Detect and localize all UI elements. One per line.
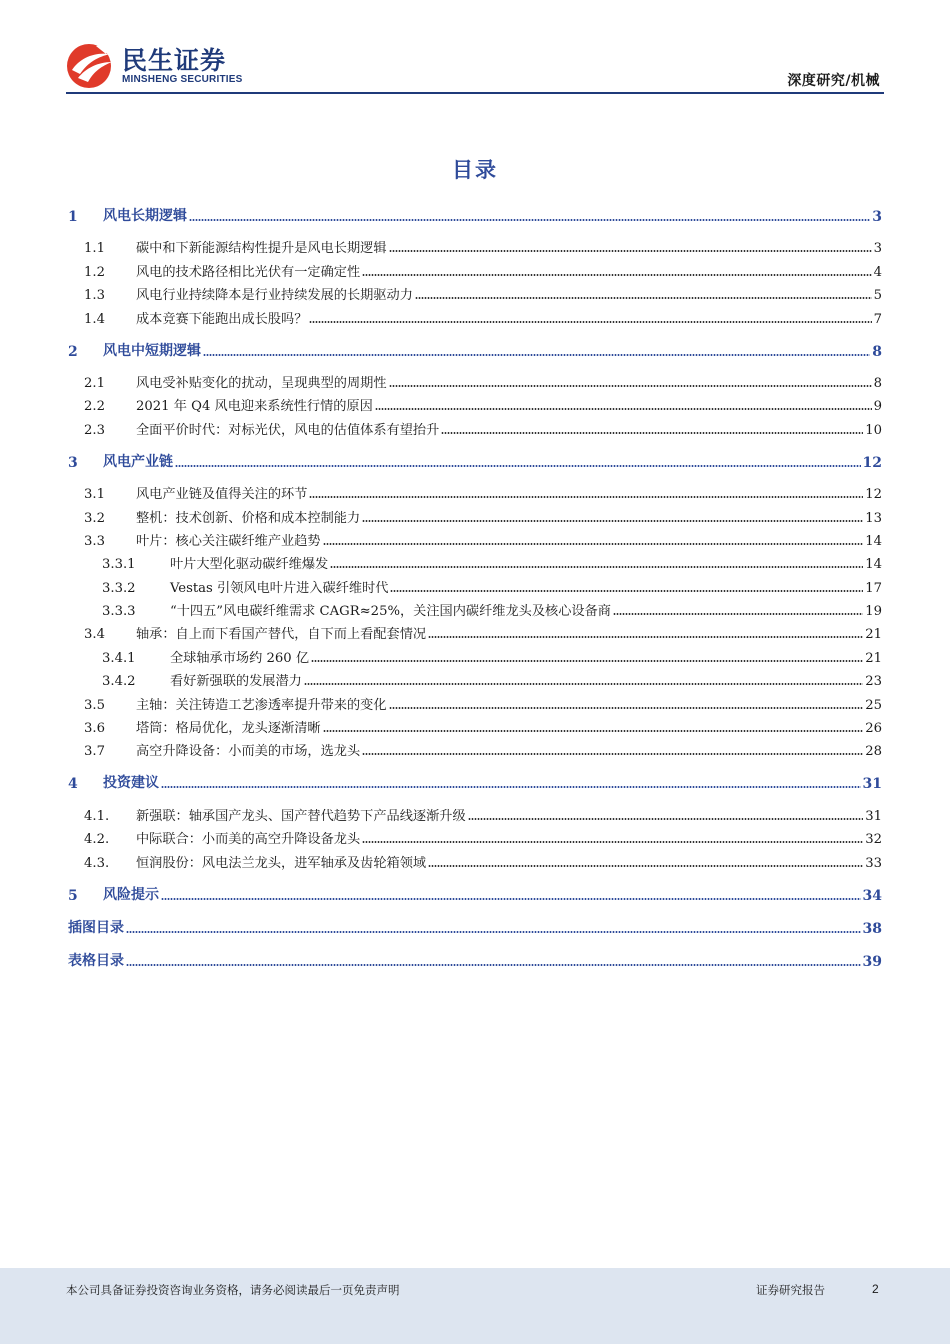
toc-entry[interactable] — [68, 203, 882, 225]
toc-entry[interactable] — [68, 847, 882, 870]
toc-entry-number: 4 — [68, 776, 78, 793]
toc-entry-number: 2.3 — [84, 422, 105, 438]
toc-title: 目录 — [452, 158, 498, 182]
toc-entry[interactable] — [68, 619, 882, 642]
toc-leader-dots — [126, 931, 861, 933]
toc-entry-page[interactable]: 17 — [865, 580, 882, 596]
toc-entry[interactable] — [68, 479, 882, 502]
toc-entry-title[interactable]: 表格目录 — [68, 952, 124, 969]
toc-entry-number: 3.3.3 — [102, 604, 136, 620]
toc-leader-dots — [428, 636, 863, 638]
toc-entry[interactable] — [68, 770, 882, 792]
page-header — [0, 0, 950, 100]
toc-leader-dots — [323, 730, 864, 732]
toc-entry-number: 2.2 — [84, 399, 105, 415]
toc-entry-number: 3.3.2 — [102, 580, 136, 596]
toc-entry-title[interactable]: 风电产业链 — [103, 453, 173, 470]
toc-leader-dots — [362, 274, 871, 276]
toc-entry-title[interactable]: 插图目录 — [68, 919, 124, 936]
logo-chinese-name: 民生证券 — [122, 46, 227, 75]
toc-entry[interactable] — [68, 391, 882, 414]
toc-entry-title[interactable]: Vestas 引领风电叶片进入碳纤维时代 — [170, 580, 389, 596]
toc-entry[interactable] — [68, 713, 882, 736]
toc-entry-title[interactable]: 风险提示 — [103, 886, 159, 903]
toc-leader-dots — [161, 786, 861, 788]
toc-entry[interactable] — [68, 572, 882, 595]
toc-leader-dots — [309, 496, 863, 498]
toc-entry-number: 3 — [68, 454, 78, 471]
table-of-contents — [68, 203, 882, 970]
toc-entry-page[interactable]: 21 — [865, 650, 882, 666]
toc-entry-page[interactable]: 9 — [873, 399, 882, 415]
logo-english-name: MINSHENG SECURITIES — [122, 74, 243, 85]
toc-leader-dots — [126, 964, 861, 966]
toc-leader-dots — [415, 297, 872, 299]
toc-entry-title[interactable]: 2021 年 Q4 风电迎来系统性行情的原因 — [136, 399, 373, 415]
toc-entry[interactable] — [68, 414, 882, 437]
toc-entry-page[interactable]: 12 — [865, 487, 882, 503]
toc-entry[interactable] — [68, 800, 882, 823]
toc-entry-number: 1.4 — [84, 311, 105, 327]
toc-entry-title[interactable]: 风电中短期逻辑 — [103, 342, 201, 359]
toc-entry-page[interactable]: 13 — [865, 510, 882, 526]
toc-entry-number: 3.4 — [84, 627, 105, 643]
toc-entry-number: 4.3. — [84, 855, 110, 871]
toc-entry-title[interactable]: 看好新强联的发展潜力 — [170, 674, 302, 690]
footer-disclaimer: 本公司具备证券投资咨询业务资格，请务必阅读最后一页免责声明 — [66, 1283, 400, 1297]
toc-entry-page[interactable]: 8 — [872, 343, 882, 360]
toc-entry-title[interactable]: 风电的技术路径相比光伏有一定确定性 — [136, 264, 361, 280]
page-number: 2 — [872, 1282, 879, 1296]
toc-entry[interactable] — [68, 280, 882, 303]
toc-leader-dots — [161, 898, 861, 900]
toc-entry[interactable] — [68, 338, 882, 360]
toc-leader-dots — [311, 660, 863, 662]
toc-entry[interactable] — [68, 303, 882, 326]
toc-entry[interactable] — [68, 368, 882, 391]
toc-entry-page[interactable]: 7 — [873, 311, 882, 327]
minsheng-logo-mark-icon — [66, 40, 116, 90]
toc-leader-dots — [389, 385, 872, 387]
toc-leader-dots — [613, 613, 863, 615]
toc-entry[interactable] — [68, 502, 882, 525]
toc-entry-number: 2.1 — [84, 375, 105, 391]
toc-entry-title[interactable]: 全球轴承市场约 260 亿 — [170, 650, 310, 666]
toc-leader-dots — [362, 520, 863, 522]
toc-entry-page[interactable]: 33 — [865, 855, 882, 871]
toc-leader-dots — [362, 841, 863, 843]
footer-doc-type: 证券研究报告 — [756, 1283, 825, 1297]
toc-entry-title[interactable]: 投资建议 — [103, 775, 159, 792]
toc-entry[interactable] — [68, 256, 882, 279]
toc-entry-page[interactable]: 39 — [862, 953, 882, 970]
toc-entry-title[interactable]: 主轴：关注铸造工艺渗透率提升带来的变化 — [136, 697, 387, 713]
toc-entry-title[interactable]: 碳中和下新能源结构性提升是风电长期逻辑 — [136, 241, 387, 257]
toc-leader-dots — [390, 590, 863, 592]
toc-entry-page[interactable]: 19 — [865, 604, 882, 620]
toc-entry[interactable] — [68, 549, 882, 572]
toc-entry-number: 3.3 — [84, 533, 105, 549]
toc-entry-title[interactable]: 整机：技术创新、价格和成本控制能力 — [136, 510, 361, 526]
toc-leader-dots — [428, 865, 863, 867]
toc-entry[interactable] — [68, 882, 882, 904]
toc-entry-page[interactable]: 31 — [862, 776, 882, 793]
toc-entry-number: 3.3.1 — [102, 557, 136, 573]
toc-entry-page[interactable]: 21 — [865, 627, 882, 643]
toc-leader-dots — [330, 566, 863, 568]
toc-entry-number: 3.4.2 — [102, 674, 136, 690]
toc-leader-dots — [362, 753, 863, 755]
toc-entry-title[interactable]: 中际联合：小而美的高空升降设备龙头 — [136, 832, 361, 848]
toc-entry-page[interactable]: 3 — [873, 241, 882, 257]
toc-entry[interactable] — [68, 233, 882, 256]
toc-entry-number: 1.1 — [84, 241, 105, 257]
toc-entry-title[interactable]: 叶片：核心关注碳纤维产业趋势 — [136, 533, 321, 549]
toc-entry-title[interactable]: 高空升降设备：小而美的市场，选龙头 — [136, 744, 361, 760]
toc-entry-page[interactable]: 3 — [872, 209, 882, 225]
toc-leader-dots — [389, 250, 872, 252]
toc-entry-page[interactable]: 14 — [865, 533, 882, 549]
page-footer — [0, 1268, 950, 1344]
toc-entry-title[interactable]: 轴承：自上而下看国产替代，自下而上看配套情况 — [136, 627, 427, 643]
toc-entry-page[interactable]: 5 — [873, 288, 882, 304]
toc-entry-number: 3.4.1 — [102, 650, 136, 666]
toc-entry-number: 2 — [68, 343, 78, 360]
toc-entry-title[interactable]: 风电行业持续降本是行业持续发展的长期驱动力 — [136, 288, 413, 304]
toc-entry-title[interactable]: 风电产业链及值得关注的环节 — [136, 487, 308, 503]
toc-leader-dots — [189, 219, 870, 221]
toc-entry-title[interactable]: 全面平价时代：对标光伏，风电的估值体系有望抬升 — [136, 422, 440, 438]
toc-leader-dots — [468, 818, 864, 820]
toc-entry-title[interactable]: 恒润股份：风电法兰龙头，进军轴承及齿轮箱领域 — [136, 855, 427, 871]
toc-entry-title[interactable]: 风电长期逻辑 — [103, 208, 187, 224]
toc-entry[interactable] — [68, 596, 882, 619]
toc-entry[interactable] — [68, 689, 882, 712]
toc-leader-dots — [389, 707, 864, 709]
toc-entry[interactable] — [68, 526, 882, 549]
toc-leader-dots — [375, 408, 872, 410]
toc-entry[interactable] — [68, 915, 882, 937]
toc-entry-number: 3.5 — [84, 697, 105, 713]
toc-entry-number: 1.3 — [84, 288, 105, 304]
minsheng-logo — [66, 40, 266, 92]
toc-entry-number: 3.6 — [84, 721, 105, 737]
toc-entry-number: 1.2 — [84, 264, 105, 280]
toc-entry-title[interactable]: 成本竞赛下能跑出成长股吗？ — [136, 311, 308, 327]
toc-entry-number: 5 — [68, 887, 78, 904]
toc-entry[interactable] — [68, 449, 882, 471]
toc-entry[interactable] — [68, 666, 882, 689]
toc-entry-page[interactable]: 4 — [873, 264, 882, 280]
toc-entry-page[interactable]: 31 — [865, 808, 882, 824]
toc-entry-page[interactable]: 12 — [862, 454, 882, 471]
toc-entry[interactable] — [68, 948, 882, 970]
toc-entry[interactable] — [68, 736, 882, 759]
toc-entry-number: 4.2. — [84, 832, 110, 848]
toc-entry-page[interactable]: 23 — [865, 674, 882, 690]
toc-entry-page[interactable]: 34 — [862, 887, 882, 904]
toc-entry-page[interactable]: 38 — [862, 920, 882, 937]
toc-entry-number: 3.7 — [84, 744, 105, 760]
toc-entry-number: 4.1. — [84, 808, 110, 824]
toc-leader-dots — [309, 321, 871, 323]
header-divider — [66, 92, 884, 94]
toc-entry-page[interactable]: 28 — [865, 744, 882, 760]
toc-entry-page[interactable]: 32 — [865, 832, 882, 848]
toc-entry[interactable] — [68, 642, 882, 665]
toc-entry-number: 3.1 — [84, 487, 105, 503]
toc-entry-title[interactable]: “十四五”风电碳纤维需求 CAGR≈25%，关注国内碳纤维龙头及核心设备商 — [170, 604, 611, 620]
report-category: 深度研究/机械 — [787, 73, 880, 89]
toc-entry-title[interactable]: 风电受补贴变化的扰动，呈现典型的周期性 — [136, 375, 387, 391]
toc-leader-dots — [175, 465, 861, 467]
toc-entry-title[interactable]: 塔筒：格局优化，龙头逐渐清晰 — [136, 721, 321, 737]
toc-leader-dots — [323, 543, 864, 545]
toc-entry-title[interactable]: 新强联：轴承国产龙头、国产替代趋势下产品线逐渐升级 — [136, 808, 466, 824]
toc-entry-page[interactable]: 8 — [873, 375, 882, 391]
toc-entry-number: 3.2 — [84, 510, 105, 526]
toc-leader-dots — [203, 354, 870, 356]
toc-entry-page[interactable]: 10 — [865, 422, 882, 438]
toc-leader-dots — [304, 683, 863, 685]
toc-entry-title[interactable]: 叶片大型化驱动碳纤维爆发 — [170, 557, 329, 573]
toc-entry[interactable] — [68, 824, 882, 847]
toc-entry-number: 1 — [68, 209, 78, 225]
toc-entry-page[interactable]: 14 — [865, 557, 882, 573]
toc-entry-page[interactable]: 25 — [865, 697, 882, 713]
toc-leader-dots — [441, 432, 863, 434]
toc-entry-page[interactable]: 26 — [865, 721, 882, 737]
